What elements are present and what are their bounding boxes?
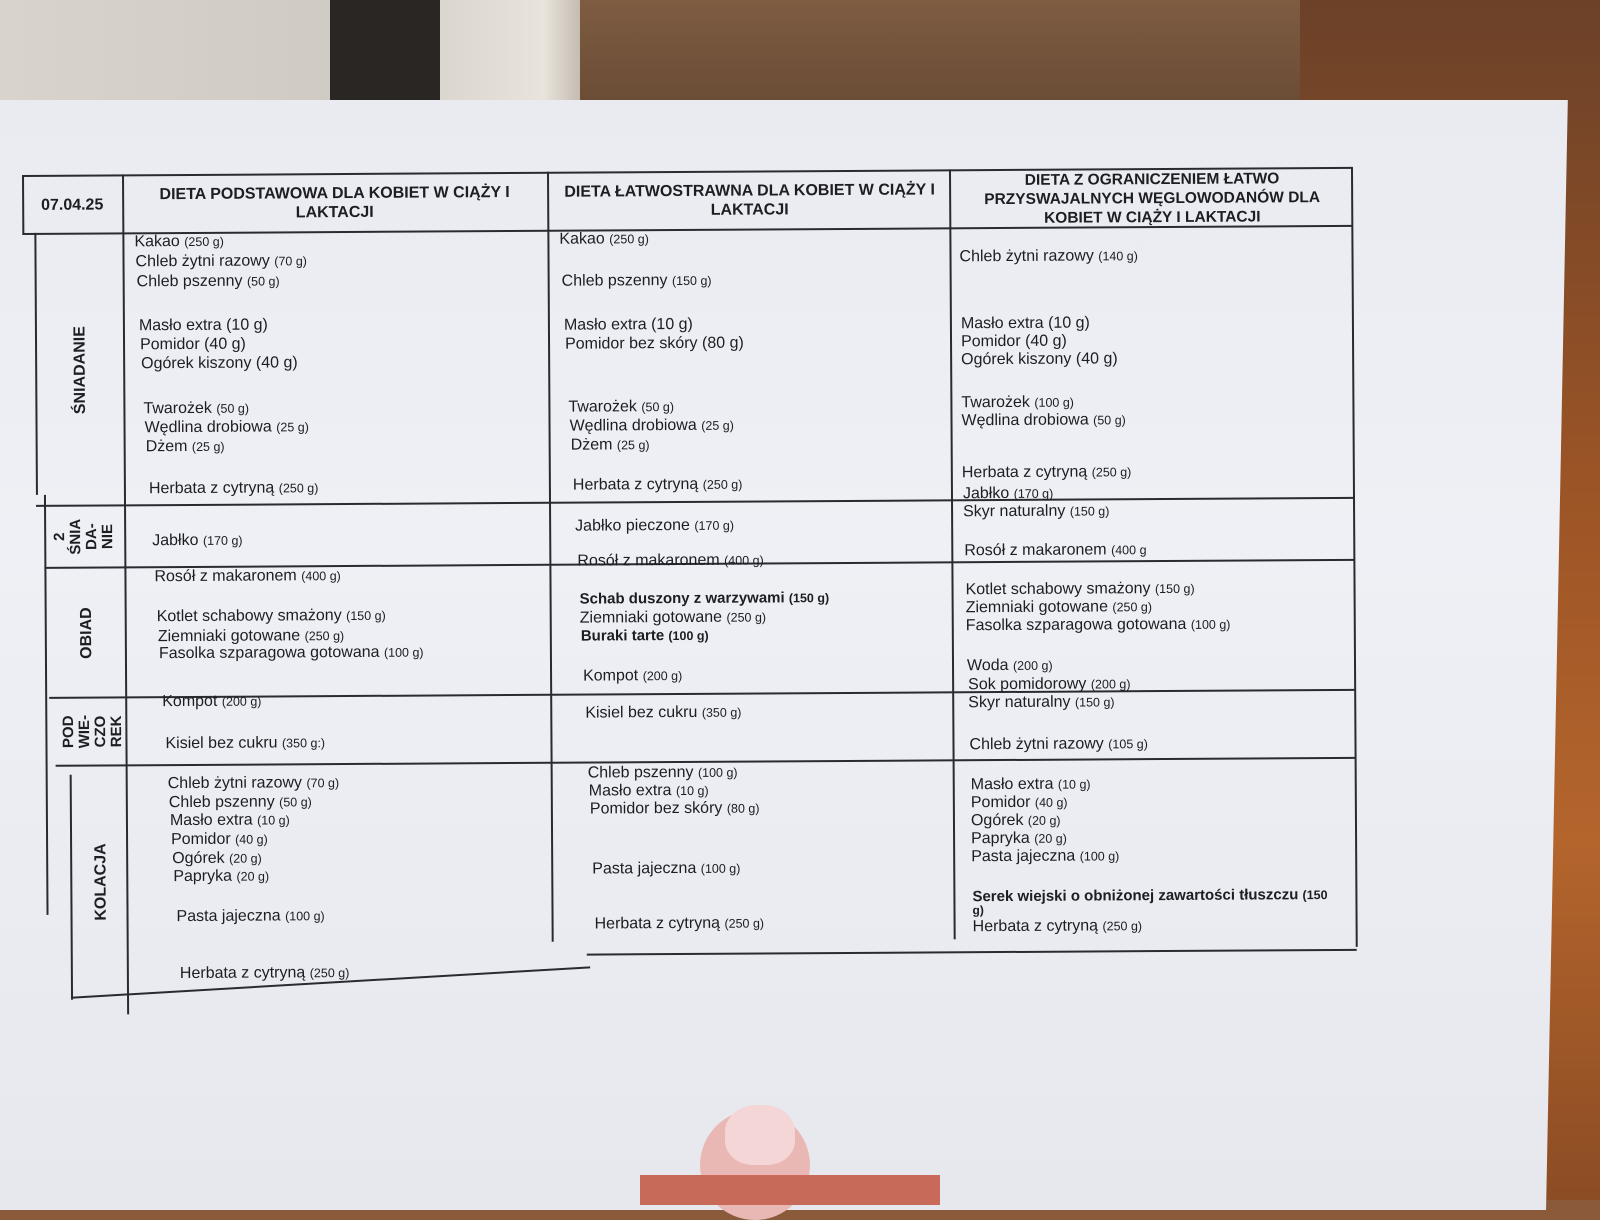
meal-label-drugie-sniadanie: 2 ŚNIA DA- NIE — [51, 518, 117, 555]
col3-o3: Ziemniaki gotowane (250 g) — [965, 598, 1153, 617]
col1-s6: Ogórek kiszony (40 g) — [141, 354, 298, 373]
header-diet-lowcarb: DIETA Z OGRANICZENIEM ŁATWO PRZYSWAJALNYCH WĘGLOWODANÓW DLA KOBIET W CIĄŻY I LAKTACJI — [984, 169, 1321, 227]
background-shelf — [330, 0, 440, 110]
meal-label-kolacja: KOLACJA — [92, 842, 111, 921]
meal-label-obiad: OBIAD — [78, 606, 96, 659]
col3-k6: Pasta jajeczna (100 g) — [971, 847, 1120, 866]
col2-o1: Rosół z makaronem (400 g) — [577, 551, 764, 570]
col3-k3: Pomidor (40 g) — [970, 793, 1068, 812]
header-diet-basic: DIETA PODSTAWOWA DLA KOBIET W CIĄŻY I LAKTACJI — [159, 184, 510, 222]
meal-label-podwieczorek: POD WIE- CZO REK — [60, 714, 126, 749]
col2-s7: Dżem (25 g) — [570, 436, 650, 454]
col1-s10: Herbata z cytryną (250 g) — [148, 479, 319, 498]
col2-d1: Jabłko pieczone (170 g) — [575, 516, 735, 535]
col2-o5: Kompot (200 g) — [583, 667, 683, 685]
col3-s2: Masło extra (10 g) — [960, 314, 1090, 333]
col3-p1: Sok pomidorowy (200 g) — [968, 675, 1131, 694]
col3-o2: Kotlet schabowy smażony (150 g) — [965, 580, 1195, 599]
background-door — [580, 0, 1300, 110]
col1-s3: Chleb pszenny (50 g) — [136, 272, 280, 291]
col3-s4: Ogórek kiszony (40 g) — [961, 350, 1118, 369]
fingernail — [725, 1105, 795, 1165]
meal-label-sniadanie: ŚNIADANIE — [71, 325, 89, 414]
col1-s5: Pomidor (40 g) — [139, 335, 246, 354]
col1-o5: Kompot (200 g) — [162, 692, 262, 711]
col3-s1: Chleb żytni razowy (140 g) — [959, 247, 1138, 266]
col3-k8: Herbata z cytryną (250 g) — [972, 917, 1143, 936]
col2-s2: Chleb pszenny (150 g) — [561, 272, 712, 290]
col3-s7: Herbata z cytryną (250 g) — [961, 463, 1132, 482]
col3-d1: Jabłko (170 g) — [962, 484, 1054, 503]
col1-p1: Kisiel bez cukru (350 g:) — [165, 734, 326, 753]
col2-k2: Masło extra (10 g) — [588, 782, 709, 800]
col1-k6: Papryka (20 g) — [173, 867, 270, 886]
col2-o3: Ziemniaki gotowane (250 g) — [579, 608, 767, 627]
col1-o3: Ziemniaki gotowane (250 g) — [157, 627, 345, 646]
col2-o2: Schab duszony z warzywami (150 g) — [579, 589, 830, 608]
col3-k1: Chleb żytni razowy (105 g) — [969, 735, 1148, 754]
col1-o4: Fasolka szparagowa gotowana (100 g) — [158, 643, 424, 663]
col3-d2: Skyr naturalny (150 g) — [963, 502, 1110, 521]
col1-k8: Herbata z cytryną (250 g) — [179, 964, 350, 983]
hand-edge — [640, 1175, 940, 1205]
col2-s3: Masło extra (10 g) — [563, 315, 693, 334]
col1-k1: Chleb żytni razowy (70 g) — [167, 774, 340, 793]
table-border-bottom-2 — [587, 949, 1357, 955]
col2-s1: Kakao (250 g) — [559, 230, 649, 248]
col2-s5: Twarożek (50 g) — [568, 398, 675, 416]
col1-k7: Pasta jajeczna (100 g) — [176, 907, 325, 926]
col2-k4: Pasta jajeczna (100 g) — [592, 859, 741, 878]
col2-s8: Herbata z cytryną (250 g) — [572, 475, 743, 494]
col1-o1: Rosół z makaronem (400 g) — [154, 567, 341, 586]
col3-k2: Masło extra (10 g) — [970, 775, 1091, 794]
col1-s8: Wędlina drobiowa (25 g) — [144, 418, 309, 437]
col2-s6: Wędlina drobiowa (25 g) — [569, 416, 734, 435]
col1-s9: Dżem (25 g) — [145, 437, 225, 456]
col3-s5: Twarożek (100 g) — [961, 393, 1074, 412]
header-diet-easy: DIETA ŁATWOSTRAWNA DLA KOBIET W CIĄŻY I LAKTACJI — [564, 181, 935, 219]
col2-k1: Chleb pszenny (100 g) — [587, 763, 738, 782]
header-date: 07.04.25 — [40, 196, 104, 214]
col3-p2: Skyr naturalny (150 g) — [968, 693, 1115, 712]
col1-o2: Kotlet schabowy smażony (150 g) — [156, 607, 386, 626]
col1-k2: Chleb pszenny (50 g) — [168, 793, 312, 812]
col1-d1: Jabłko (170 g) — [152, 531, 243, 550]
col3-k4: Ogórek (20 g) — [970, 811, 1061, 830]
col1-s7: Twarożek (50 g) — [143, 399, 250, 418]
col3-k7: Serek wiejski o obniżonej zawartości tłuszczu (150 — [972, 886, 1328, 906]
col3-k5: Papryka (20 g) — [971, 829, 1067, 848]
col2-p1: Kisiel bez cukru (350 g) — [585, 703, 742, 722]
col2-s4: Pomidor bez skóry (80 g) — [564, 334, 744, 353]
col2-divider — [949, 169, 955, 939]
col1-k3: Masło extra (10 g) — [169, 811, 290, 830]
col2-k5: Herbata z cytryną (250 g) — [594, 914, 765, 933]
col3-s3: Pomidor (40 g) — [960, 332, 1067, 351]
col1-s2: Chleb żytni razowy (70 g) — [135, 252, 307, 271]
col2-o4: Buraki tarte (100 g) — [580, 627, 709, 645]
col1-s1: Kakao (250 g) — [134, 233, 224, 251]
col1-k4: Pomidor (40 g) — [171, 830, 268, 849]
col3-o1: Rosół z makaronem (400 g — [964, 541, 1147, 560]
col1-s4: Masło extra (10 g) — [138, 316, 268, 335]
col2-k3: Pomidor bez skóry (80 g) — [589, 799, 760, 818]
col1-divider — [547, 172, 553, 942]
col3-o4: Fasolka szparagowa gotowana (100 g) — [965, 615, 1231, 635]
col3-k7b: g) — [972, 903, 984, 918]
menu-table — [22, 167, 1362, 983]
col3-o5: Woda (200 g) — [966, 656, 1053, 675]
col1-k5: Ogórek (20 g) — [172, 849, 262, 868]
table-border-right — [1351, 167, 1357, 947]
col3-s6: Wędlina drobiowa (50 g) — [961, 411, 1126, 430]
